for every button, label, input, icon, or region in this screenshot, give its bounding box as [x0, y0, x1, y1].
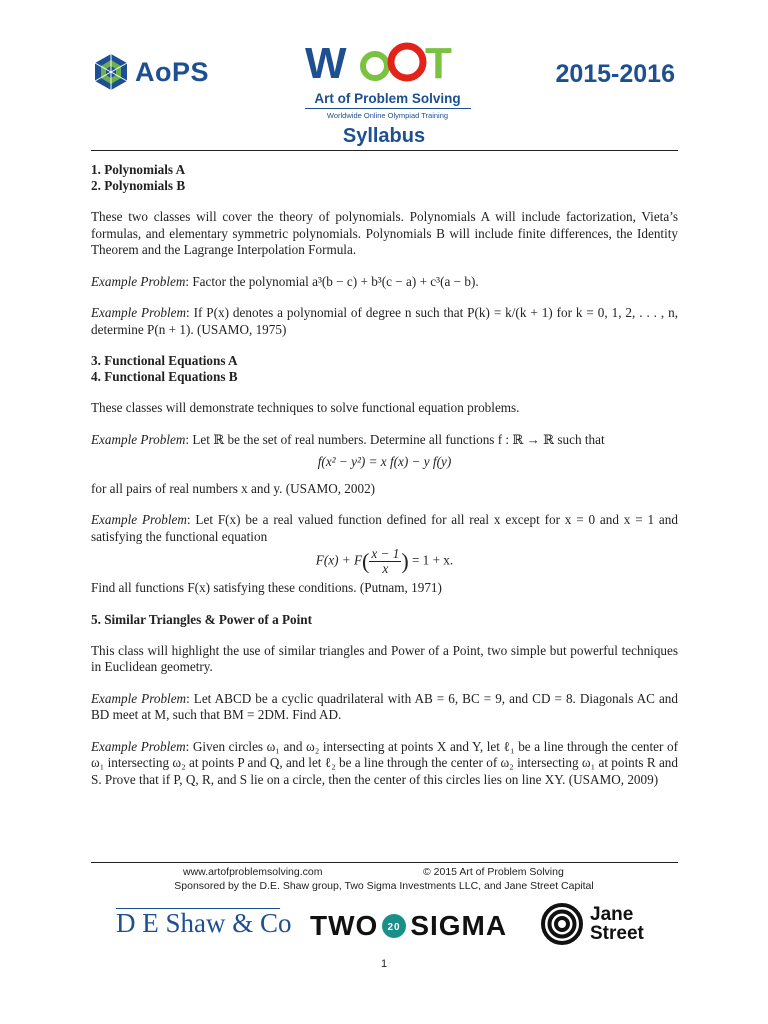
jane-street-line: Street [590, 923, 644, 944]
woot-subtitle: Art of Problem Solving [314, 91, 461, 106]
equation [91, 454, 678, 471]
page-title: Syllabus [342, 125, 426, 147]
syllabus-content [91, 162, 678, 803]
fraction [369, 547, 401, 576]
fraction-denominator: x [382, 561, 389, 576]
jane-street-logo [540, 902, 644, 946]
example-text: Given circles ω₁ and ω₂ intersecting at points X and Y, let ℓ₁ be a line through the center of ω₁ intersecting ω₂ at points P and Q, and let ℓ₂ be a line through the center of ω₂ intersecting ω₁ at points R and S. Prove that if P, Q, R, and S lie on a circle, then the center of this circles lies on line XY. (USAMO, 2009) [91, 738, 678, 787]
example-label: Example Problem [91, 738, 186, 754]
example-text: Factor the polynomial a³(b − c) + b³(c − a) + c³(a − b). [192, 273, 479, 289]
woot-divider [305, 108, 471, 109]
woot-wordmark-icon [303, 38, 473, 84]
example-text: Let ℝ be the set of real numbers. Determine all functions f : ℝ → ℝ such that [192, 431, 605, 447]
woot-tagline: Worldwide Online Olympiad Training [326, 111, 449, 120]
example-label: Example Problem [91, 273, 186, 289]
equation-text: f(x² − y²) = x f(x) − y f(y) [317, 454, 452, 469]
footer-divider [91, 862, 678, 863]
section-headings [91, 612, 678, 628]
example-text: Let F(x) be a real valued function defined for all real x except for x = 0 and x = 1 and satisfying the functional equation [91, 512, 678, 544]
aops-logo [93, 52, 209, 92]
section-description: This class will highlight the use of similar triangles and Power of a Point, two simple but powerful techniques in Euclidean geometry. [91, 642, 678, 674]
jane-street-line: Jane [590, 904, 634, 925]
example-problem: Example Problem: Given circles ω₁ and ω₂ intersecting at points X and Y, let ℓ₁ be a line through the center of ω₁ intersecting ω₂ at points P and Q, and let ℓ₂ be a line through the center of ω₂ intersecting ω₁ at points R and S. Prove that if P, Q, R, and S lie on a circle, then the center of this circles lies on line XY. (USAMO, 2009) [91, 738, 678, 787]
year-label: 2015-2016 [555, 60, 675, 88]
woot-logo [300, 38, 475, 120]
deshaw-logo: D E Shaw & Co [116, 908, 292, 938]
two-sigma-logo [310, 910, 507, 942]
section-headings [91, 162, 678, 194]
website-link[interactable]: www.artofproblemsolving.com [183, 866, 323, 878]
example-label: Example Problem [91, 512, 187, 527]
two-sigma-badge-text: 20 [387, 922, 401, 933]
example-continuation: for all pairs of real numbers x and y. (USAMO, 2002) [91, 480, 376, 496]
example-problem: Example Problem: Let ABCD be a cyclic quadrilateral with AB = 6, BC = 9, and CD = 8. Diagonals AC and BD meet at M, such that BM = 2DM. Find AD. [91, 690, 678, 722]
copyright-text: © 2015 Art of Problem Solving [423, 866, 564, 878]
section-description: These classes will demonstrate techniques to solve functional equation problems. [91, 400, 520, 415]
svg-text:T: T [424, 39, 452, 84]
page-header [0, 30, 768, 150]
svg-text:W: W [304, 39, 347, 84]
section-headings [91, 353, 678, 385]
section-description: These two classes will cover the theory of polynomials. Polynomials A will include factorization, Vieta’s formulas, and elementary symmetric polynomials. Polynomials B will include finite differences, the Identity Theorem and the Lagrange Interpolation Formula. [91, 209, 678, 257]
equation: F(x) + F( $\frac{x - 1}{x}$ ) = 1 + x. [315, 546, 454, 576]
section-heading: 4. Functional Equations B [91, 369, 238, 384]
jane-street-text [590, 905, 644, 943]
section-heading: 3. Functional Equations A [91, 353, 238, 368]
aops-cube-icon [93, 52, 129, 92]
sponsor-logos [0, 900, 768, 950]
example-problem: Example Problem: Factor the polynomial a³(b − c) + b³(c − a) + c³(a − b). [91, 273, 479, 289]
example-problem: Example Problem: Let F(x) be a real valued function defined for all real x except for x = 0 and x = 1 and satisfying the functional equation [91, 512, 678, 544]
aops-logo-text: AoPS [135, 56, 210, 87]
example-text: If P(x) denotes a polynomial of degree n such that P(k) = k/(k + 1) for k = 0, 1, 2, . . . , n, determine P(n + 1). (USAMO, 1975) [91, 305, 678, 337]
section-heading: 1. Polynomials A [91, 162, 186, 177]
section-heading: 5. Similar Triangles & Power of a Point [91, 611, 312, 627]
two-sigma-badge-icon [381, 913, 407, 939]
section-heading: 2. Polynomials B [91, 178, 186, 193]
example-problem: Example Problem: Let ℝ be the set of real numbers. Determine all functions f : ℝ → ℝ such that [91, 431, 605, 447]
sponsors-text: Sponsored by the D.E. Shaw group, Two Sigma Investments LLC, and Jane Street Capital [174, 880, 594, 892]
example-continuation: Find all functions F(x) satisfying these conditions. (Putnam, 1971) [91, 580, 442, 595]
two-sigma-left: TWO [310, 910, 379, 941]
jane-street-ring-icon [540, 902, 584, 946]
example-text: Let ABCD be a cyclic quadrilateral with AB = 6, BC = 9, and CD = 8. Diagonals AC and BD meet at M, such that BM = 2DM. Find AD. [91, 690, 678, 722]
example-problem: Example Problem: If P(x) denotes a polynomial of degree n such that P(k) = k/(k + 1) for k = 0, 1, 2, . . . , n, determine P(n + 1). (USAMO, 1975) [91, 305, 678, 337]
page-number: 1 [380, 958, 388, 970]
example-label: Example Problem [91, 431, 186, 447]
equation-right: = 1 + x. [411, 552, 454, 568]
two-sigma-right: SIGMA [410, 910, 508, 941]
equation-left: F(x) + F [315, 552, 363, 568]
example-label: Example Problem [91, 305, 186, 320]
header-divider [91, 150, 678, 151]
example-label: Example Problem [91, 690, 187, 706]
fraction-numerator: x − 1 [371, 546, 400, 561]
